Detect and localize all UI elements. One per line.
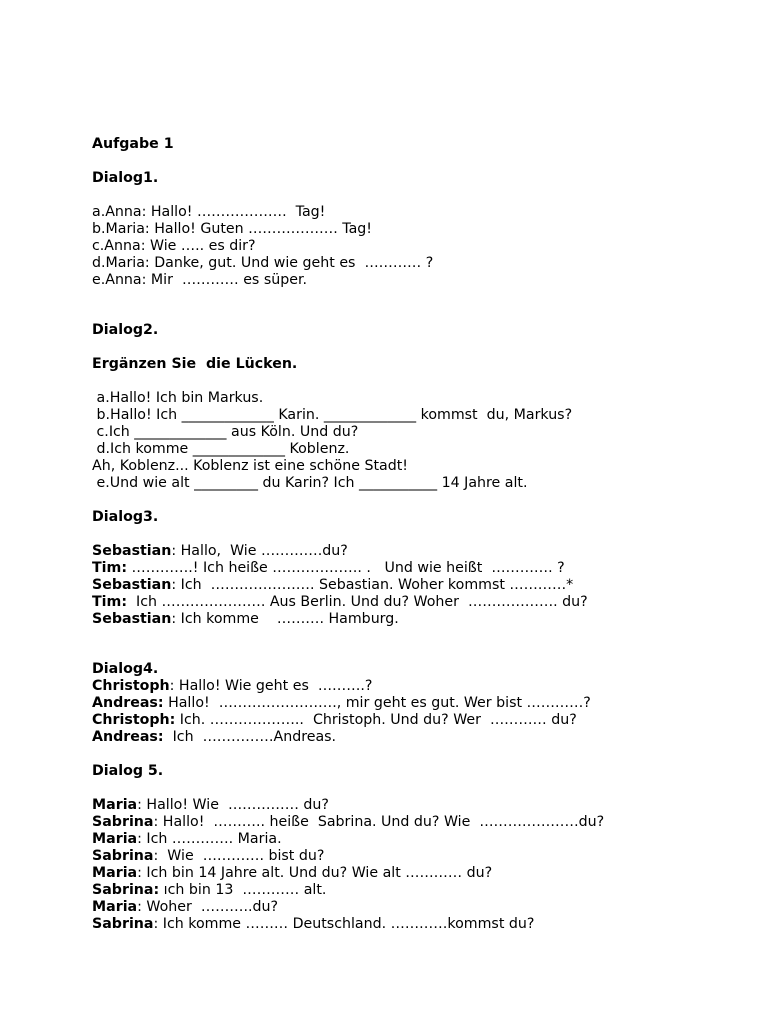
dialog1-title: Dialog1. <box>92 170 159 186</box>
speaker: Sebastian <box>92 611 172 627</box>
utterance: Ich …………………. Aus Berlin. Und du? Woher ………………. du? <box>127 594 588 610</box>
utterance: : Ich komme ……… Deutschland. …………kommst du? <box>153 916 535 932</box>
dialog5-line <box>92 916 752 933</box>
dialog5-line <box>92 882 752 899</box>
speaker: Christoph: <box>92 712 176 728</box>
utterance: Ich. ……………….. Christoph. Und du? Wer ………… du? <box>175 712 577 728</box>
dialog5-title: Dialog 5. <box>92 763 164 779</box>
speaker: Maria <box>92 797 138 813</box>
dialog1-line-a: a.Anna: Hallo! ………………. Tag! <box>92 204 326 220</box>
dialog2-line-a: a.Hallo! Ich bin Markus. <box>92 390 264 406</box>
dialog5-line <box>92 865 752 882</box>
dialog3-line <box>92 594 752 611</box>
utterance: : Hallo! Wie geht es ……….? <box>169 678 373 694</box>
dialog4-title: Dialog4. <box>92 661 159 677</box>
utterance: : Wie …………. bist du? <box>153 848 325 864</box>
dialog4-line <box>92 695 752 712</box>
speaker: Sebastian <box>92 577 172 593</box>
dialog4-line <box>92 712 752 729</box>
utterance: : Ich …………………. Sebastian. Woher kommst …………* <box>171 577 574 593</box>
worksheet <box>92 136 752 933</box>
speaker: Sebastian <box>92 543 172 559</box>
speaker: Maria <box>92 865 138 881</box>
speaker: Sabrina: <box>92 882 160 898</box>
exercise-title: Aufgabe 1 <box>92 136 174 152</box>
dialog5-line <box>92 797 752 814</box>
utterance: : Ich …………. Maria. <box>137 831 282 847</box>
dialog2-line-d: d.Ich komme _____________ Koblenz. <box>92 441 350 457</box>
dialog2-line-e: e.Und wie alt _________ du Karin? Ich ___________ 14 Jahre alt. <box>92 475 528 491</box>
dialog1-line-c: c.Anna: Wie ….. es dir? <box>92 238 256 254</box>
dialog2-instruction: Ergänzen Sie die Lücken. <box>92 356 298 372</box>
speaker: Christoph <box>92 678 170 694</box>
speaker: Tim: <box>92 560 127 576</box>
speaker: Andreas: <box>92 695 164 711</box>
speaker: Sabrina <box>92 916 154 932</box>
dialog1-line-d: d.Maria: Danke, gut. Und wie geht es ………… ? <box>92 255 434 271</box>
utterance: : Hallo, Wie ………….du? <box>171 543 348 559</box>
dialog2-title: Dialog2. <box>92 322 159 338</box>
dialog2-line-b: b.Hallo! Ich _____________ Karin. _____________ kommst du, Markus? <box>92 407 573 423</box>
utterance: ………….! Ich heiße ………………. . Und wie heißt …………. ? <box>127 560 565 576</box>
dialog5-line <box>92 831 752 848</box>
utterance: Ich ……………Andreas. <box>163 729 337 745</box>
speaker: Sabrina <box>92 848 154 864</box>
dialog2-line-c: c.Ich _____________ aus Köln. Und du? <box>92 424 359 440</box>
utterance: : Woher ………..du? <box>137 899 278 915</box>
dialog5-line <box>92 848 752 865</box>
utterance: : Hallo! Wie …………… du? <box>137 797 329 813</box>
speaker: Andreas: <box>92 729 164 745</box>
dialog3-line <box>92 560 752 577</box>
dialog1-line-e: e.Anna: Mir ………… es süper. <box>92 272 307 288</box>
speaker: Tim: <box>92 594 127 610</box>
utterance: : Hallo! ……….. heiße Sabrina. Und du? Wie …………………du? <box>153 814 605 830</box>
utterance: ıch bin 13 ………… alt. <box>159 882 327 898</box>
speaker: Sabrina <box>92 814 154 830</box>
utterance: Hallo! ……………………., mir geht es gut. Wer bist …………? <box>163 695 591 711</box>
dialog3-line <box>92 577 752 594</box>
speaker: Maria <box>92 831 138 847</box>
speaker: Maria <box>92 899 138 915</box>
dialog1-line-b: b.Maria: Hallo! Guten ………………. Tag! <box>92 221 372 237</box>
dialog3-line <box>92 543 752 560</box>
dialog4-line <box>92 729 752 746</box>
dialog3-title: Dialog3. <box>92 509 159 525</box>
dialog4-line <box>92 678 752 695</box>
dialog2-line-ah: Ah, Koblenz... Koblenz ist eine schöne Stadt! <box>92 458 408 474</box>
dialog5-line <box>92 899 752 916</box>
dialog5-line <box>92 814 752 831</box>
dialog3-line <box>92 611 752 628</box>
utterance: : Ich komme ………. Hamburg. <box>171 611 399 627</box>
utterance: : Ich bin 14 Jahre alt. Und du? Wie alt ………… du? <box>137 865 493 881</box>
